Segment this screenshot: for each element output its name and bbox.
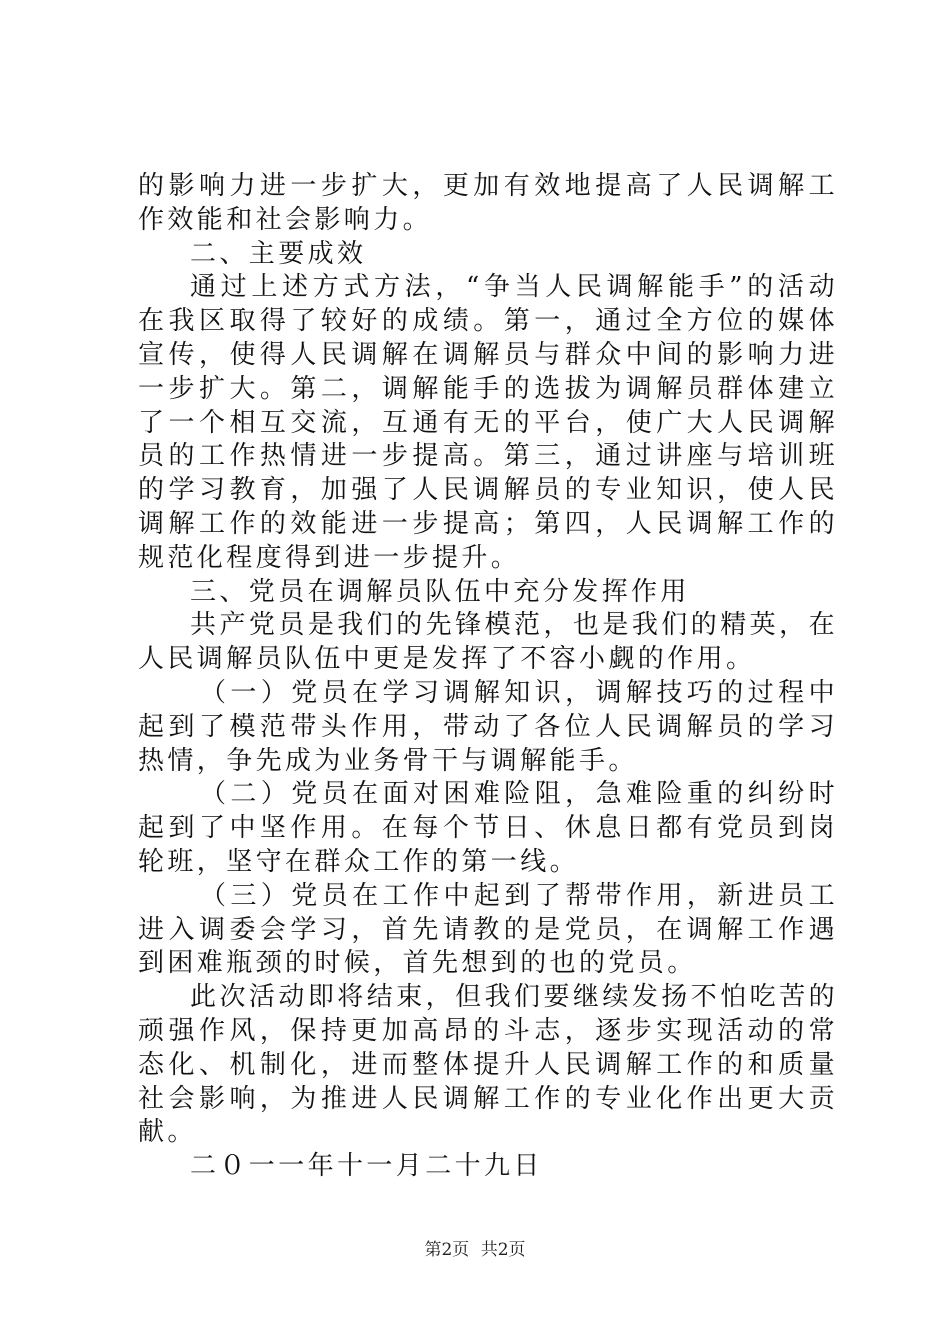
paragraph-continued: 的影响力进一步扩大，更加有效地提高了人民调解工作效能和社会影响力。 bbox=[138, 171, 838, 235]
document-body bbox=[138, 170, 838, 1184]
section-heading-main-results: 二、主要成效 bbox=[190, 238, 367, 269]
page-footer bbox=[0, 1238, 950, 1262]
paragraph-item-two: （二）党员在面对困难险阻，急难险重的纠纷时起到了中坚作用。在每个节日、休息日都有党员到岗轮班，坚守在群众工作的第一线。 bbox=[138, 779, 838, 877]
paragraph-party-members-intro: 共产党员是我们的先锋模范，也是我们的精英，在人民调解员队伍中更是发挥了不容小觑的作用。 bbox=[138, 610, 838, 675]
paragraph-item-one: （一）党员在学习调解知识，调解技巧的过程中起到了模范带头作用，带动了各位人民调解员的学习热情，争先成为业务骨干与调解能手。 bbox=[138, 677, 838, 776]
paragraph-conclusion: 此次活动即将结束，但我们要继续发扬不怕吃苦的顽强作风，保持更加高昂的斗志，逐步实现活动的常态化、机制化，进而整体提升人民调解工作的和质量社会影响，为推进人民调解工作的专业化作出更大贡献。 bbox=[138, 982, 838, 1148]
page-number-current: 第2页 bbox=[424, 1240, 470, 1260]
paragraph-item-three: （三）党员在工作中起到了帮带作用，新进员工进入调委会学习，首先请教的是党员，在调解工作遇到困难瓶颈的时候，首先想到的也的党员。 bbox=[138, 880, 838, 979]
document-date: 二０一一年十一月二十九日 bbox=[190, 1151, 543, 1182]
page-number-total: 共2页 bbox=[480, 1240, 526, 1260]
paragraph-results: 通过上述方式方法，“争当人民调解能手”的活动在我区取得了较好的成绩。第一，通过全方位的媒体宣传，使得人民调解在调解员与群众中间的影响力进一步扩大。第二，调解能手的选拔为调解员群体建立了一个相互交流，互通有无的平台，使广大人民调解员的工作热情进一步提高。第三，通过讲座与培训班的学习教育，加强了人民调解员的专业知识，使人民调解工作的效能进一步提高；第四，人民调解工作的规范化程度得到进一步提升。 bbox=[138, 272, 838, 573]
section-heading-party-members: 三、党员在调解员队伍中充分发挥作用 bbox=[190, 576, 690, 607]
